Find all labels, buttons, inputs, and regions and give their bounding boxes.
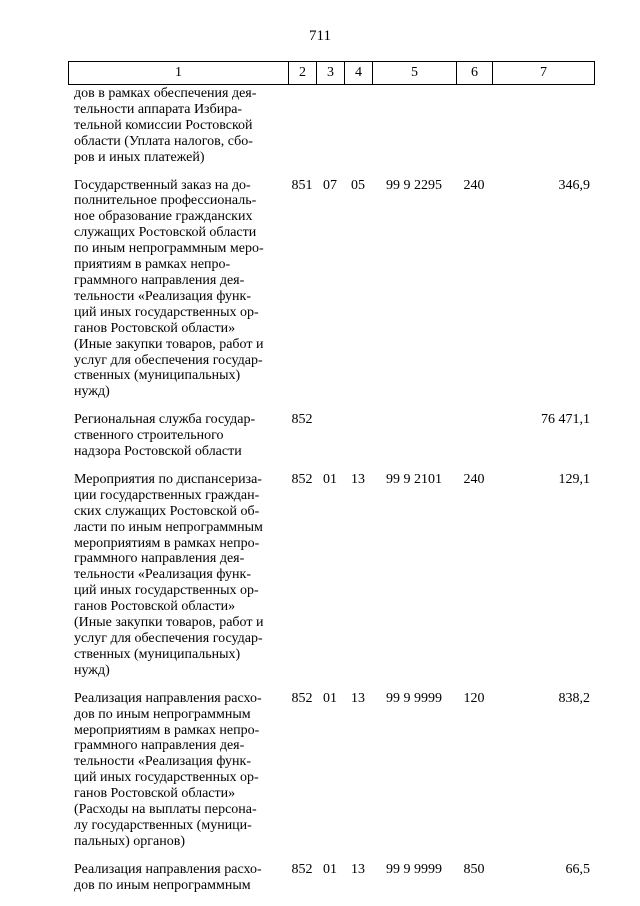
target-article-code: 99 9 2295 [386,177,442,193]
target-article-code: 99 9 2101 [386,471,442,487]
ministry-code: 851 [291,177,313,193]
description-line: ственных (муниципальных) [74,368,241,384]
row-description [68,178,288,413]
description-line: (Расходы на выплаты персона- [74,802,257,818]
description-line: пальных) органов) [74,833,185,849]
target-article-code [372,86,456,178]
expense-type-code: 240 [463,177,485,193]
table-row [68,412,594,472]
amount [492,86,594,178]
description-line: (Иные закупки товаров, работ и [74,336,264,352]
description-line: лу государственных (муници- [74,817,252,833]
description-line: ганов Ростовской области» [74,320,236,336]
row-description [68,862,288,906]
amount: 66,5 [565,861,590,877]
description-line: нужд) [74,662,110,678]
section-code: 07 [323,177,337,193]
description-line: полнительное профессиональ- [74,193,257,209]
expense-type-code [456,412,492,472]
expense-type-code: 120 [463,690,485,706]
row-description [68,412,288,472]
target-article-code: 99 9 9999 [386,861,442,877]
description-line: ских служащих Ростовской об- [74,503,260,519]
table-header [68,61,595,85]
page-number: 711 [309,28,331,44]
description-line: граммного направления дея- [74,738,245,754]
description-line: ственного строительного [74,428,224,444]
table-row [68,178,594,413]
subsection-code: 13 [351,861,365,877]
column-header-3: 3 [317,62,345,85]
description-line: ций иных государственных ор- [74,583,259,599]
description-line: дов по иным непрограммным [74,706,251,722]
description-line: тельности «Реализация функ- [74,754,252,770]
expense-type-code [456,86,492,178]
description-line: нужд) [74,384,110,400]
description-line: ции государственных граждан- [74,487,260,503]
header-row [69,62,595,85]
description-line: тельности «Реализация функ- [74,567,252,583]
description-line: Реализация направления расхо- [74,690,262,706]
description-line: услуг для обеспечения государ- [74,352,263,368]
table-row [68,862,594,906]
description-line: мероприятиям в рамках непро- [74,722,260,738]
column-header-6: 6 [457,62,493,85]
ministry-code: 852 [291,690,313,706]
description-line: ное образование гражданских [74,209,253,225]
ministry-code: 852 [291,471,313,487]
description-line: по иным непрограммным меро- [74,241,264,257]
subsection-code: 13 [351,690,365,706]
expense-type-code: 240 [463,471,485,487]
subsection-code [344,412,372,472]
subsection-code: 05 [351,177,365,193]
description-line: области (Уплата налогов, сбо- [74,133,253,149]
section-code: 01 [323,690,337,706]
table-body [68,86,594,906]
description-line: мероприятиям в рамках непро- [74,535,260,551]
description-line: Реализация направления расхо- [74,861,262,877]
section-code [316,86,344,178]
row-description [68,86,288,178]
description-line: Государственный заказ на до- [74,177,251,193]
description-line: ганов Ростовской области» [74,599,236,615]
description-line: дов в рамках обеспечения дея- [74,86,257,101]
ministry-code: 852 [291,861,313,877]
ministry-code: 852 [291,412,313,428]
ministry-code [288,86,316,178]
table-row [68,86,594,178]
section-code: 01 [323,861,337,877]
description-line: граммного направления дея- [74,551,245,567]
section-code: 01 [323,471,337,487]
description-line: тельной комиссии Ростовской [74,117,253,133]
table-row [68,472,594,691]
description-line: услуг для обеспечения государ- [74,631,263,646]
description-line: ласти по иным непрограммным [74,519,263,535]
amount: 76 471,1 [541,412,590,428]
description-line: тельности «Реализация функ- [74,288,252,304]
description-line: тельности аппарата Избира- [74,101,243,117]
table-row [68,691,594,862]
description-line: ственных (муниципальных) [74,646,241,662]
row-description [68,691,288,862]
amount: 346,9 [558,177,590,193]
expense-type-code: 850 [463,861,485,877]
description-line: ганов Ростовской области» [74,786,236,802]
column-header-4: 4 [345,62,373,85]
description-line: Мероприятия по диспансериза- [74,471,262,487]
description-line: Региональная служба государ- [74,412,256,428]
description-line: приятиям в рамках непро- [74,257,231,273]
description-line: (Иные закупки товаров, работ и [74,615,264,631]
column-header-5: 5 [373,62,457,85]
section-code [316,412,344,472]
subsection-code [344,86,372,178]
amount: 838,2 [558,690,590,706]
description-line: дов по иным непрограммным [74,877,251,893]
subsection-code: 13 [351,471,365,487]
description-line: служащих Ростовской области [74,225,257,241]
description-line: ров и иных платежей) [74,149,205,165]
description-line: граммного направления дея- [74,272,245,288]
column-header-2: 2 [289,62,317,85]
target-article-code [372,412,456,472]
description-line: ций иных государственных ор- [74,770,259,786]
row-description [68,472,288,691]
amount: 129,1 [558,471,590,487]
budget-table [68,86,594,906]
column-header-7: 7 [493,62,595,85]
target-article-code: 99 9 9999 [386,690,442,706]
column-header-1: 1 [69,62,289,85]
description-line: надзора Ростовской области [74,444,242,460]
description-line: ций иных государственных ор- [74,304,259,320]
